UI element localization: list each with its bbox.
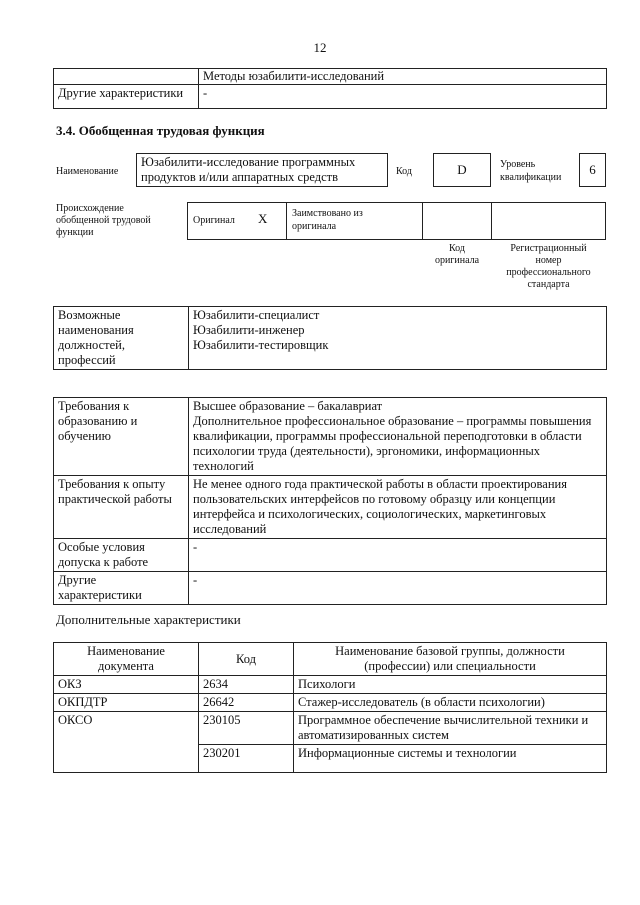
- top-table-other-value: -: [199, 85, 607, 109]
- gtf-level-label-1: Уровень: [500, 159, 536, 170]
- position-item: Юзабилити-специалист: [193, 308, 320, 322]
- origin-code-caption-2: оригинала: [434, 255, 480, 266]
- origin-code-caption-1: Код: [449, 243, 465, 254]
- gtf-code-label: Код: [396, 166, 412, 177]
- position-item: Юзабилити-тестировщик: [193, 338, 329, 352]
- origin-label-3: функции: [56, 227, 94, 238]
- gtf-level-value: 6: [579, 153, 606, 187]
- gtf-name-box: [136, 153, 388, 187]
- gtf-name-line2: продуктов и/или аппаратных средств: [141, 170, 338, 184]
- origin-borrowed-2: оригинала: [292, 221, 337, 232]
- top-table-other-label: Другие характеристики: [54, 85, 199, 109]
- table-row: 230201 Информационные системы и технологии: [54, 745, 607, 773]
- positions-values: [189, 307, 607, 370]
- top-table-methods: Методы юзабилити-исследований: [199, 69, 607, 85]
- requirements-row-education: Требования к образованию и обучению Высшее образование – бакалавриат Дополнительное профессиональное образование – программы повышения квалификации, программы профессиональной переподготовки в области психологии труда (деятельности), эргономики, информационных технологий: [54, 398, 607, 476]
- gtf-code-value: D: [433, 153, 491, 187]
- additional-table: [53, 642, 607, 773]
- table-row: ОКПДТР 26642 Стажер-исследователь (в области психологии): [54, 694, 607, 712]
- additional-heading: Дополнительные характеристики: [56, 612, 241, 627]
- origin-label-1: Происхождение: [56, 203, 124, 214]
- origin-box: [187, 202, 606, 240]
- positions-table: [53, 306, 607, 370]
- origin-reg-caption-2: номер: [535, 255, 562, 266]
- requirements-row-experience: Требования к опыту практической работы Не менее одного года практической работы в области проектирования пользовательских интерфейсов по готовому образцу или концепции интерфейса и психологических, социологических, маркетинговых исследований: [54, 476, 607, 539]
- page-number: 12: [313, 40, 327, 55]
- origin-reg-caption-3: профессионального: [506, 267, 591, 278]
- table-row: ОКЗ 2634 Психологи: [54, 676, 607, 694]
- origin-label-2: обобщенной трудовой: [56, 215, 151, 226]
- additional-header-row: Наименование документа Код Наименование базовой группы, должности (профессии) или специальности: [54, 643, 607, 676]
- top-table: [53, 68, 607, 109]
- origin-reg-caption-1: Регистрационный: [510, 243, 587, 254]
- table-row: ОКСО 230105 Программное обеспечение вычислительной техники и автоматизированных систем: [54, 712, 607, 745]
- gtf-name-line1: Юзабилити-исследование программных: [141, 155, 356, 169]
- origin-original-mark: X: [258, 211, 268, 226]
- positions-label: Возможные наименования должностей, профессий: [54, 307, 189, 370]
- section-title: 3.4. Обобщенная трудовая функция: [56, 123, 265, 138]
- requirements-table: [53, 397, 607, 605]
- requirements-row-special: Особые условия допуска к работе -: [54, 539, 607, 572]
- position-item: Юзабилити-инженер: [193, 323, 305, 337]
- requirements-row-other: Другие характеристики -: [54, 572, 607, 605]
- origin-original-label: Оригинал: [193, 215, 235, 226]
- gtf-level-label-2: квалификации: [500, 172, 562, 183]
- gtf-name-label: Наименование: [56, 166, 119, 177]
- origin-reg-caption-4: стандарта: [527, 279, 570, 290]
- origin-borrowed-1: Заимствовано из: [292, 208, 363, 219]
